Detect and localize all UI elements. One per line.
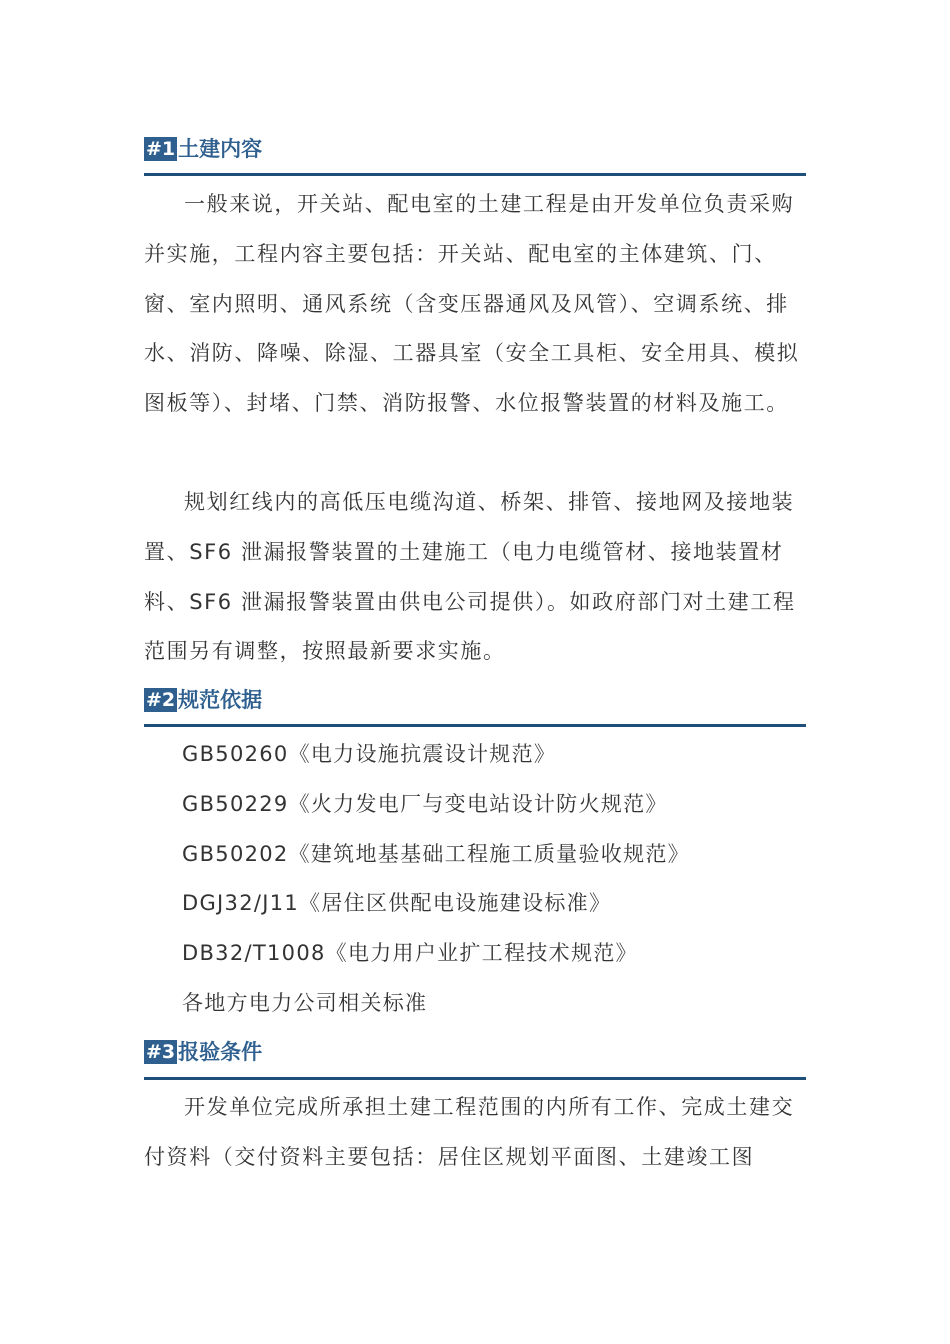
paragraph: 开发单位完成所承担土建工程范围的内所有工作、完成土建交付资料（交付资料主要包括：居住区规划平面图、土建竣工图 (144, 1095, 795, 1169)
list-item: GB50202《建筑地基基础工程施工质量验收规范》 (182, 841, 690, 866)
section-title: 土建内容 (178, 137, 263, 161)
section-divider (144, 724, 806, 727)
section-title: 规范依据 (178, 688, 263, 712)
section-divider (144, 1077, 806, 1080)
paragraph: 一般来说，开关站、配电室的土建工程是由开发单位负责采购并实施，工程内容主要包括：开关站、配电室的主体建筑、门、窗、室内照明、通风系统（含变压器通风及风管）、空调系统、排水、消防、降噪、除湿、工器具室（安全工具柜、安全用具、模拟图板等）、封堵、门禁、消防报警、水位报警装置的材料及施工。 (144, 192, 800, 416)
list-item: GB50260《电力设施抗震设计规范》 (182, 742, 557, 766)
section-divider (144, 173, 806, 176)
paragraph: 规划红线内的高低压电缆沟道、桥架、排管、接地网及接地装置、SF6 泄漏报警装置的土建施工（电力电缆管材、接地装置材料、SF6 泄漏报警装置由供电公司提供）。如政府部门对土建工程范围另有调整，按照最新要求实施。 (144, 490, 796, 664)
section-heading-3 (144, 1040, 806, 1070)
list-item: DB32/T1008《电力用户业扩工程技术规范》 (182, 941, 638, 966)
section-number-badge: #1 (146, 138, 176, 160)
list-item: GB50229《火力发电厂与变电站设计防火规范》 (182, 791, 668, 816)
standards-list (182, 730, 802, 1029)
section-number-badge: #3 (146, 1041, 176, 1063)
section-heading-2 (144, 688, 806, 718)
section-number-badge: #2 (146, 689, 176, 711)
list-item: 各地方电力公司相关标准 (182, 990, 428, 1015)
section-heading-1 (144, 137, 806, 167)
list-item: DGJ32/J11《居住区供配电设施建设标准》 (182, 891, 612, 916)
section-title: 报验条件 (178, 1040, 263, 1064)
